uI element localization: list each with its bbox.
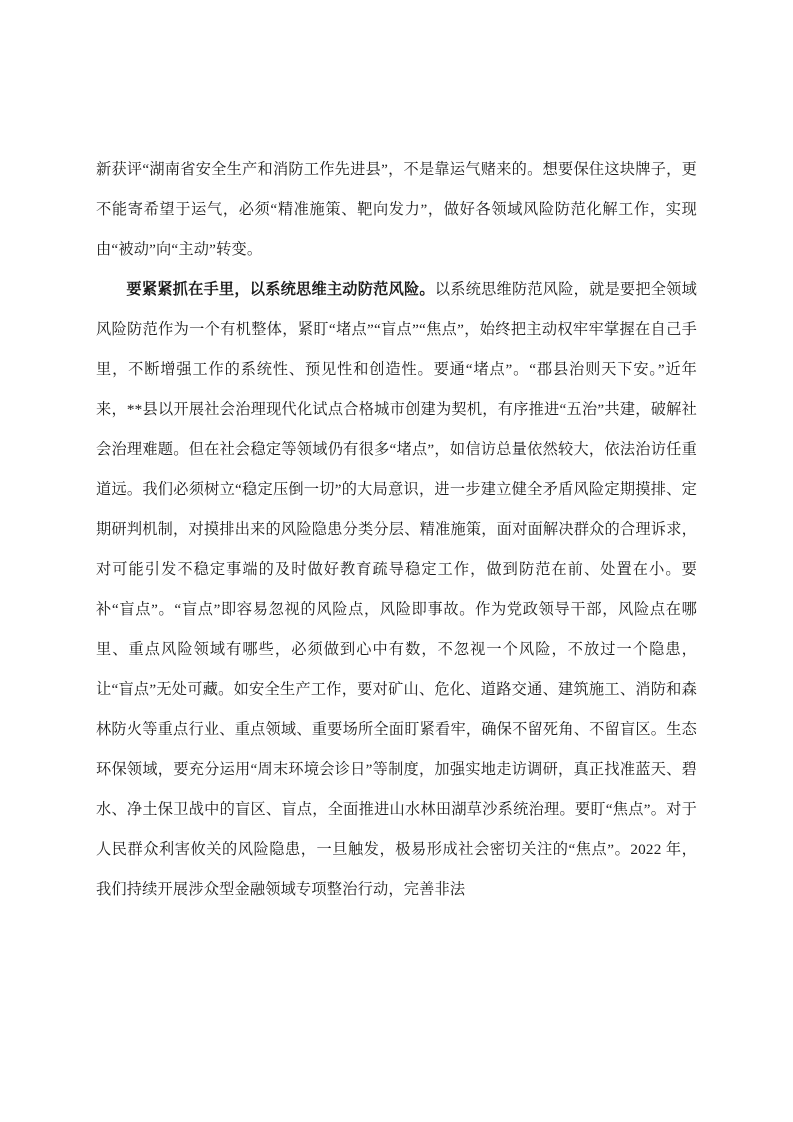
paragraph-lead-bold: 要紧紧抓在手里，以系统思维主动防范风险。 bbox=[126, 281, 435, 298]
paragraph-text: 新获评“湖南省安全生产和消防工作先进县”，不是靠运气赌来的。想要保住这块牌子，更不能寄希望于运气，必须“精准施策、靶向发力”，做好各领域风险防范化解工作，实现由“被动”向“主动”转变。 bbox=[96, 161, 697, 258]
paragraph-text: 以系统思维防范风险，就是要把全领域风险防范作为一个有机整体，紧盯“堵点”“盲点”“焦点”，始终把主动权牢牢掌握在自己手里，不断增强工作的系统性、预见性和创造性。要通“堵点”。“郡县治则天下安。”近年来，**县以开展社会治理现代化试点合格城市创建为契机，有序推进“五治”共建，破解社会治理难题。但在社会稳定等领域仍有很多“堵点”，如信访总量依然较大，依法治访任重道远。我们必须树立“稳定压倒一切”的大局意识，进一步建立健全矛盾风险定期摸排、定期研判机制，对摸排出来的风险隐患分类分层、精准施策，面对面解决群众的合理诉求，对可能引发不稳定事端的及时做好教育疏导稳定工作，做到防范在前、处置在小。要补“盲点”。“盲点”即容易忽视的风险点，风险即事故。作为党政领导干部，风险点在哪里、重点风险领域有哪些，必须做到心中有数，不忽视一个风险，不放过一个隐患，让“盲点”无处可藏。如安全生产工作，要对矿山、危化、道路交通、建筑施工、消防和森林防火等重点行业、重点领域、重要场所全面盯紧看牢，确保不留死角、不留盲区。生态环保领域，要充分运用“周末环境会诊日”等制度，加强实地走访调研，真正找准蓝天、碧水、净土保卫战中的盲区、盲点，全面推进山水林田湖草沙系统治理。要盯“焦点”。对于人民群众利害攸关的风险隐患，一旦触发，极易形成社会密切关注的“焦点”。2022 年，我们持续开展涉众型金融领域专项整治行动，完善非法 bbox=[96, 281, 697, 898]
paragraph bbox=[96, 150, 697, 270]
paragraph bbox=[96, 270, 697, 910]
document-body bbox=[96, 150, 697, 910]
